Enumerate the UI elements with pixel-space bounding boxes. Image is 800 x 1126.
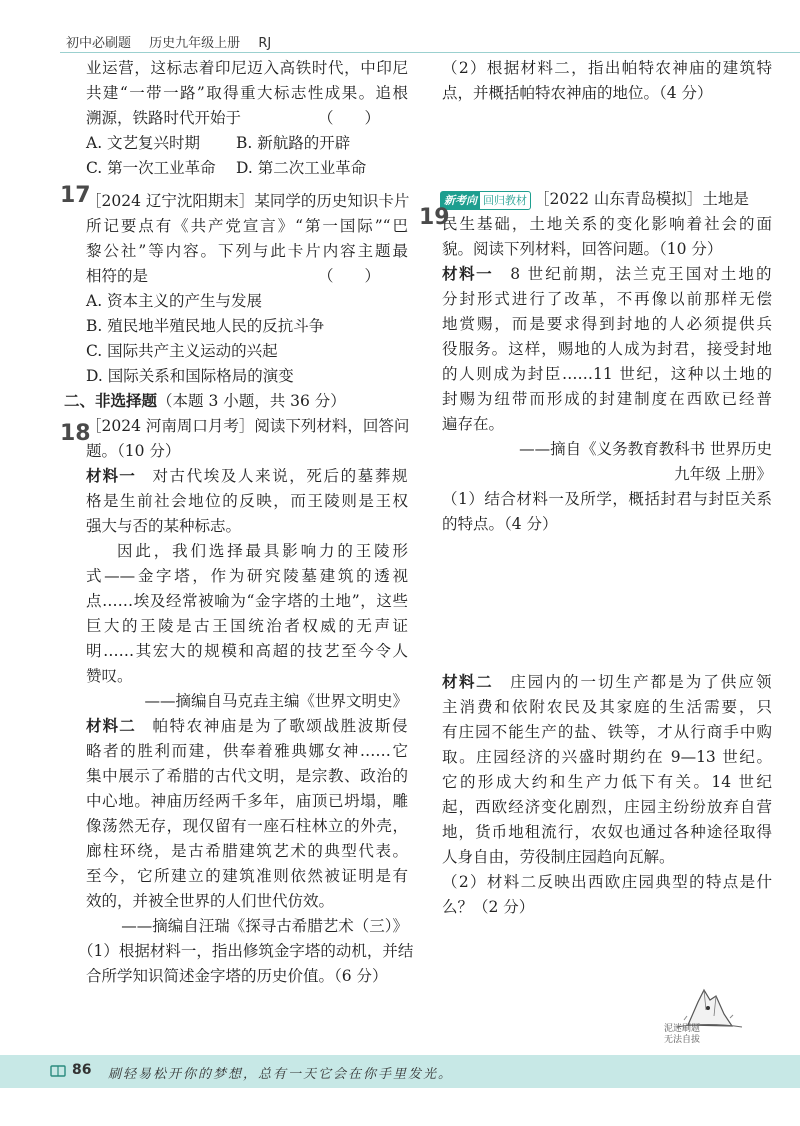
material-line: 人身自由，劳役制庄园趋向瓦解。 (442, 848, 675, 866)
material-line: 因此，我们选择最具影响力的王陵形 (117, 542, 408, 560)
material-line: 的人则成为封臣……11 世纪，这种以土地的 (442, 365, 772, 383)
material-label: 材料一 (86, 467, 136, 485)
subject-title: 历史九年级上册 (149, 36, 241, 51)
q19-line: 民生基础，土地关系的变化影响着社会的面 (442, 215, 772, 233)
material-line: 效的，并被全世界的人们世代仿效。 (86, 892, 335, 910)
q17-line: 所记要点有《共产党宣言》“第一国际”“巴 (86, 217, 408, 235)
material-line: 它的形成大约和生产力低下有关。14 世纪 (442, 773, 772, 791)
material-line: 起，西欧经济变化剧烈，庄园主纷纷放弃自营 (442, 798, 772, 816)
q17-line: 黎公社”等内容。下列与此卡片内容主题最 (86, 242, 408, 260)
sub-question: （1）根据材料一，指出修筑金字塔的动机，并结 (78, 942, 414, 960)
q16-line: 溯源，铁路时代开始于 （ ） (86, 106, 408, 131)
material-line: 明……其宏大的规模和高超的技艺至今令人 (86, 642, 408, 660)
material-line: 遍存在。 (442, 415, 505, 433)
material-label: 材料一 (442, 265, 494, 283)
material-line: 像荡然无存，现仅留有一座石柱林立的外壳， (86, 817, 408, 835)
q16-options-row (86, 131, 408, 156)
answer-paren[interactable]: （ ） (317, 109, 380, 127)
material-line: 廊柱环绕，是古希腊建筑艺术的典型代表。 (86, 842, 408, 860)
option-d[interactable]: D. 国际关系和国际格局的演变 (86, 367, 294, 385)
material-line: 封赐为纽带而形成的封建制度在西欧已经普 (442, 390, 772, 408)
sub-question: （2）材料二反映出西欧庄园典型的特点是什 (442, 873, 772, 891)
option-a[interactable]: A. 资本主义的产生与发展 (86, 292, 263, 310)
material-line: 强大与否的某种标志。 (86, 517, 242, 535)
question-number-18: 18 (60, 421, 91, 446)
material-line: 巨大的王陵是古王国统治者权威的无声证 (86, 617, 408, 635)
material-line: 点……埃及经常被喻为“金字塔的土地”，这些 (86, 592, 408, 610)
q19-line: 貌。阅读下列材料，回答问题。（10 分） (442, 240, 723, 258)
page-footer (0, 1055, 800, 1088)
option-b[interactable]: B. 殖民地半殖民地人民的反抗斗争 (86, 317, 325, 335)
material-label: 材料二 (86, 717, 136, 735)
material-source: 九年级 上册》 (674, 465, 772, 483)
material-source: ——摘自《义务教育教科书 世界历史 (519, 440, 772, 458)
material-line: 材料一 8 世纪前期，法兰克王国对土地的 (442, 265, 772, 283)
page-number: 86 (72, 1062, 92, 1078)
running-header (66, 32, 285, 51)
material-line: 有庄园不能生产的盐、铁等，才从行商手中购 (442, 723, 772, 741)
material-line: 式——金字塔，作为研究陵墓建筑的透视 (86, 567, 408, 585)
option-b[interactable]: B. 新航路的开辟 (236, 134, 351, 152)
material-line: 材料二 帕特农神庙是为了歌颂战胜波斯侵 (86, 717, 408, 735)
material-line: 主消费和依附农民及其家庭的生活需要，只 (442, 698, 772, 716)
question-number-17: 17 (60, 183, 91, 208)
material-line: 分封形式进行了改革，不再像以前那样无偿 (442, 290, 772, 308)
new-trend-badge: 新考向 回归教材 (440, 191, 531, 210)
material-line: 材料二 庄园内的一切生产都是为了供应领 (442, 673, 772, 691)
book-title: 初中必刷题 (66, 36, 132, 51)
answer-space[interactable] (442, 106, 772, 187)
q18-line: 题。（10 分） (86, 442, 181, 460)
material-source: ——摘编自马克垚主编《世界文明史》 (144, 692, 408, 710)
sub-question: 合所学知识简述金字塔的历史价值。（6 分） (86, 967, 388, 985)
sub-question: 么？（2 分） (442, 898, 535, 916)
question-number-19: 19 (419, 205, 450, 230)
sub-question: （2）根据材料二，指出帕特农神庙的建筑特 (442, 59, 772, 77)
material-line: 中心地。神庙历经两千多年，庙顶已坍塌，雕 (86, 792, 408, 810)
q17-line: ［2024 辽宁沈阳期末］某同学的历史知识卡片 (86, 192, 410, 210)
material-line: 役服务。这样，赐地的人成为封君，接受封地 (442, 340, 772, 358)
q19-line: 新考向 回归教材 ［2022 山东青岛模拟］土地是 (440, 187, 772, 212)
book-icon (50, 1064, 66, 1078)
footer-motto: 刷轻易松开你的梦想，总有一天它会在你手里发光。 (108, 1067, 454, 1082)
option-c[interactable]: C. 国际共产主义运动的兴起 (86, 342, 278, 360)
answer-space[interactable] (442, 537, 772, 670)
material-line: 至今，它所建立的建筑准则依然被证明是有 (86, 867, 408, 885)
section-title: 二、非选择题 (64, 392, 158, 410)
material-line: 略者的胜利而建，供奉着雅典娜女神……它 (86, 742, 408, 760)
material-line: 取。庄园经济的兴盛时期约在 9—13 世纪。 (442, 748, 772, 766)
material-line: 材料一 对古代埃及人来说，死后的墓葬规 (86, 467, 408, 485)
sub-question: 点，并概括帕特农神庙的地位。（4 分） (442, 84, 713, 102)
material-line: 地赏赐，而是要求得到封地的人必须提供兵 (442, 315, 772, 333)
section-heading (64, 389, 408, 414)
q16-options-row (86, 156, 408, 181)
mascot-caption: 泥迷刷题 无法自拔 (664, 1024, 701, 1045)
material-source: ——摘编自汪瑞《探寻古希腊艺术（三）》 (121, 917, 408, 935)
sub-question: （1）结合材料一及所学，概括封君与封臣关系 (442, 490, 772, 508)
q17-line: 相符的是 （ ） (86, 264, 408, 289)
material-line: 地，货币地租流行，农奴也通过各种途径取得 (442, 823, 772, 841)
sub-question: 的特点。（4 分） (442, 515, 558, 533)
material-line: 集中展示了希腊的古代文明，是宗教、政治的 (86, 767, 408, 785)
q16-line: 共建“一带一路”取得重大标志性成果。追根 (86, 84, 408, 102)
material-line: 格是生前社会地位的反映，而王陵则是王权 (86, 492, 408, 510)
right-column (442, 56, 772, 920)
section-note: （本题 3 小题，共 36 分） (157, 392, 346, 410)
header-divider (60, 52, 800, 53)
material-label: 材料二 (442, 673, 494, 691)
q16-line: 业运营，这标志着印尼迈入高铁时代，中印尼 (86, 59, 408, 77)
edition-label: RJ (258, 36, 272, 51)
option-a[interactable]: A. 文艺复兴时期 (86, 134, 201, 152)
q18-line: ［2024 河南周口月考］阅读下列材料，回答问 (86, 417, 410, 435)
option-c[interactable]: C. 第一次工业革命 (86, 159, 216, 177)
answer-paren[interactable]: （ ） (317, 267, 380, 285)
material-line: 赞叹。 (86, 667, 133, 685)
option-d[interactable]: D. 第二次工业革命 (236, 159, 367, 177)
